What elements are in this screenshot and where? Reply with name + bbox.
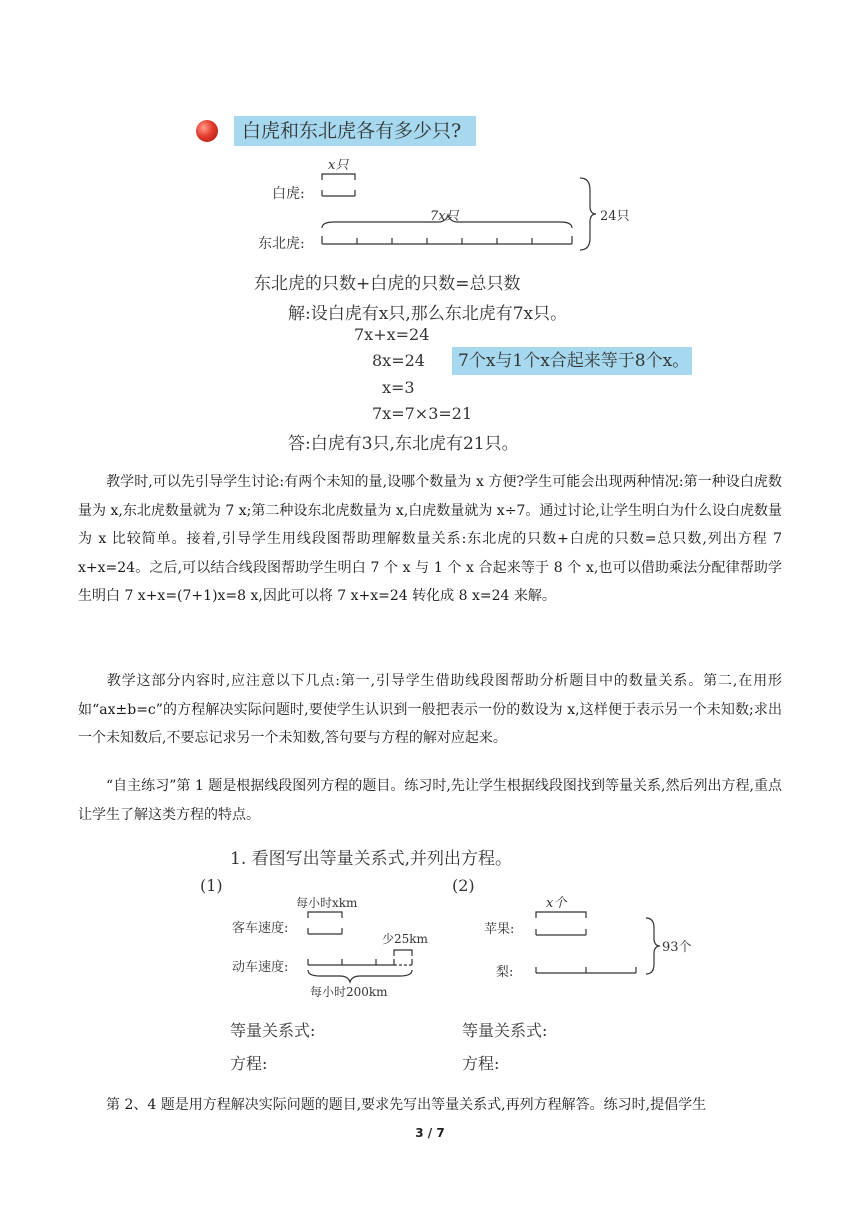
question-banner: 白虎和东北虎各有多少只? — [234, 116, 476, 146]
pear-segment — [536, 967, 636, 973]
answer-text: 答:白虎有3只,东北虎有21只。 — [288, 434, 519, 454]
part1-equation-label: 方程: — [230, 1054, 268, 1073]
total-label: 24只 — [600, 209, 630, 224]
paragraph-3-text: “自主练习”第 1 题是根据线段图列方程的题目。练习时,先让学生根据线段图找到等量关系,然后列出方程,重点让学生了解这类方程的特点。 — [78, 778, 782, 823]
white-len-label: x只 — [328, 158, 349, 173]
bus-segment — [308, 912, 342, 934]
ne-tiger-label: 东北虎: — [258, 236, 305, 252]
fruit-total-brace — [646, 918, 660, 974]
white-tiger-label: 白虎: — [272, 186, 305, 202]
exercise-title: 1. 看图写出等量关系式,并列出方程。 — [230, 849, 513, 869]
relation-text: 东北虎的只数+白虎的只数=总只数 — [254, 274, 521, 294]
fruit-total-label: 93个 — [662, 940, 692, 955]
part1-number: (1) — [200, 876, 223, 895]
pear-label: 梨: — [496, 965, 514, 980]
equation-2-note: 7个x与1个x合起来等于8个x。 — [452, 347, 692, 375]
paragraph-4 — [78, 1091, 782, 1120]
ne-len-label: 7x只 — [430, 209, 459, 224]
less-label: 少25km — [382, 932, 428, 946]
solve-intro: 解:设白虎有x只,那么东北虎有7x只。 — [288, 304, 568, 324]
apple-top-label: x个 — [546, 896, 567, 911]
train-speed-label: 动车速度: — [232, 960, 289, 975]
part1-equality-label: 等量关系式: — [230, 1021, 316, 1040]
part2-equality-label: 等量关系式: — [462, 1021, 548, 1040]
bus-speed-label: 客车速度: — [232, 921, 289, 936]
equation-3: x=3 — [382, 378, 415, 397]
paragraph-2-text: 教学这部分内容时,应注意以下几点:第一,引导学生借助线段图帮助分析题目中的数量关系。第二,在用形如“ax±b=c”的方程解决实际问题时,要使学生认识到一般把表示一份的数设为 x,这样便于表示另一个未知数;求出一个未知数后,不要忘记求另一个未知数,答句要与方程的解对应起来。 — [78, 673, 782, 746]
bus-speed-top-label: 每小时xkm — [296, 896, 358, 910]
train-segment — [308, 950, 412, 982]
equation-4: 7x=7×3=21 — [372, 404, 473, 423]
part2-number: (2) — [452, 876, 475, 895]
train-speed-bottom-label: 每小时200km — [310, 985, 388, 999]
equation-2: 8x=24 — [372, 351, 425, 370]
paragraph-1-text: 教学时,可以先引导学生讨论:有两个未知的量,设哪个数量为 x 方便?学生可能会出现两种情况:第一种设白虎数量为 x,东北虎数量就为 7 x;第二种设东北虎数量为 x,白虎数量就为 x÷7。通过讨论,让学生明白为什么设白虎数量为 x 比较简单。接着,引导学生用线段图帮助理解数量关系:东北虎的只数+白虎的只数=总只数,列出方程 7 x+x=24。之后,可以结合线段图帮助学生明白 7 个 x 与 1 个 x 合起来等于 8 个 x,也可以借助乘法分配律帮助学生明白 7 x+x=(7+1)x=8 x,因此可以将 7 x+x=24 转化成 8 x=24 来解。 — [78, 474, 782, 604]
apple-label: 苹果: — [484, 922, 515, 937]
page-number: 3 / 7 — [415, 1126, 445, 1140]
equation-1: 7x+x=24 — [354, 325, 430, 344]
apple-segment — [536, 912, 586, 935]
part2-equation-label: 方程: — [462, 1054, 500, 1073]
paragraph-4-text: 第 2、4 题是用方程解决实际问题的题目,要求先写出等量关系式,再列方程解答。练习时,提倡学生 — [106, 1097, 707, 1113]
